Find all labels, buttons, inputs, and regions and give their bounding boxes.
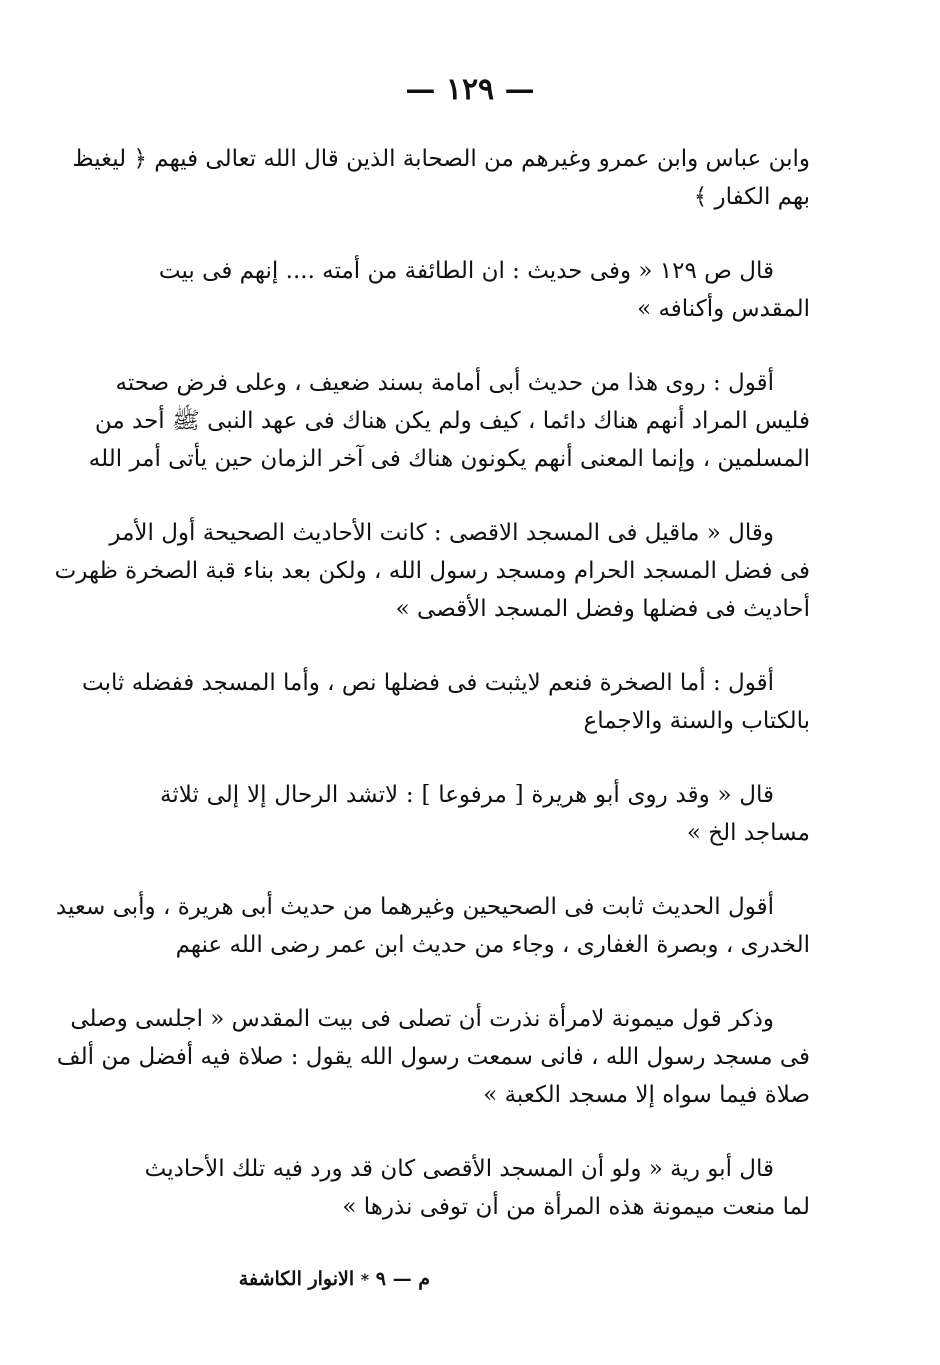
text-line: وابن عباس وابن عمرو وغيرهم من الصحابة الذين قال الله تعالى فيهم ﴿ ليغيظ	[72, 146, 810, 172]
text-line: قال ص ١٢٩ « وفى حديث : ان الطائفة من أمته .... إنهم فى بيت	[158, 258, 774, 284]
text-line: لما منعت ميمونة هذه المرأة من أن توفى نذرها »	[342, 1194, 810, 1220]
paragraph	[72, 140, 810, 216]
paragraph	[160, 776, 810, 852]
paragraph	[160, 252, 810, 328]
text-line: فى فضل المسجد الحرام ومسجد رسول الله ، ولكن بعد بناء قبة الصخرة ظهرت	[54, 558, 810, 584]
signature-mark: م — ٩	[375, 1268, 430, 1290]
paragraph	[56, 1000, 810, 1114]
text-line: المسلمين ، وإنما المعنى أنهم يكونون هناك فى آخر الزمان حين يأتى أمر الله	[88, 446, 810, 472]
footer-signature	[160, 1268, 430, 1290]
text-line: أقول : روى هذا من حديث أبى أمامة بسند ضعيف ، وعلى فرض صحته	[115, 370, 774, 396]
text-line: وقال « ماقيل فى المسجد الاقصى : كانت الأحاديث الصحيحة أول الأمر	[109, 520, 774, 546]
page-number: — ١٢٩ —	[405, 72, 535, 107]
text-line: فى مسجد رسول الله ، فانى سمعت رسول الله يقول : صلاة فيه أفضل من ألف	[56, 1044, 810, 1070]
text-line: أحاديث فى فضلها وفضل المسجد الأقصى »	[395, 596, 810, 622]
paragraph	[55, 888, 810, 964]
text-line: قال « وقد روى أبو هريرة [ مرفوعا ] : لاتشد الرحال إلا إلى ثلاثة	[160, 782, 774, 808]
paragraph	[54, 514, 810, 628]
paragraph	[88, 364, 810, 478]
text-line: فليس المراد أنهم هناك دائما ، كيف ولم يكن هناك فى عهد النبى ﷺ أحد من	[94, 408, 810, 434]
text-line: وذكر قول ميمونة لامرأة نذرت أن تصلى فى بيت المقدس « اجلسى وصلى	[70, 1006, 774, 1032]
paragraph	[144, 1150, 810, 1226]
text-line: صلاة فيما سواه إلا مسجد الكعبة »	[483, 1082, 810, 1108]
text-line: مساجد الخ »	[686, 820, 810, 846]
body-text	[54, 140, 810, 1262]
text-line: بهم الكفار ﴾	[693, 184, 810, 210]
text-line: أقول الحديث ثابت فى الصحيحين وغيرهما من حديث أبى هريرة ، وأبى سعيد	[55, 894, 774, 920]
text-line: قال أبو رية « ولو أن المسجد الأقصى كان قد ورد فيه تلك الأحاديث	[144, 1156, 774, 1182]
book-title: الانوار الكاشفة	[238, 1268, 355, 1290]
text-line: أقول : أما الصخرة فنعم لايثبت فى فضلها نص ، وأما المسجد ففضله ثابت	[82, 670, 774, 696]
star-icon: *	[360, 1270, 370, 1289]
paragraph	[82, 664, 810, 740]
text-line: الخدرى ، وبصرة الغفارى ، وجاء من حديث ابن عمر رضى الله عنهم	[175, 932, 810, 958]
text-line: بالكتاب والسنة والاجماع	[583, 708, 810, 734]
text-line: المقدس وأكنافه »	[637, 296, 810, 322]
